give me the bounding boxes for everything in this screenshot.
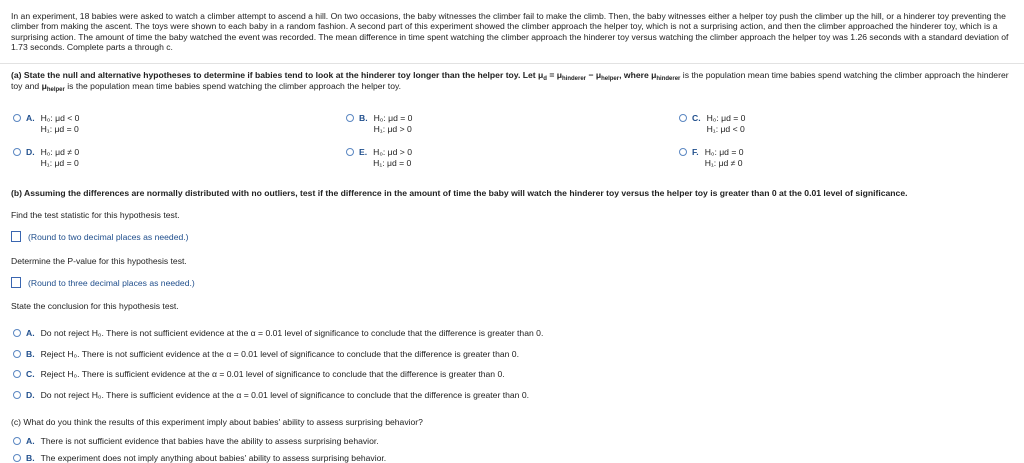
test-statistic-input[interactable] bbox=[11, 231, 21, 242]
radio-button[interactable] bbox=[679, 148, 687, 156]
hypothesis-option-f[interactable]: F. H₀: μd = 0 H₁: μd ≠ 0 bbox=[679, 147, 744, 169]
radio-button[interactable] bbox=[13, 391, 21, 399]
hypothesis-option-d[interactable]: D. H₀: μd ≠ 0 H₁: μd = 0 bbox=[13, 147, 79, 169]
problem-intro: In an experiment, 18 babies were asked to watch a climber attempt to ascend a hill. On two occasions, the baby witnesses the climber fail to make the climb. Then, the baby witnesses either a helper toy push the climber up the hill, or a hinderer toy preventing the climber from making the ascent. The toys were shown to each baby in a random fashion. A second part of this experiment showed the climber approach the helper toy, which is not a surprising action, and then the climber approached the hinderer toy, which is a surprising action. The amount of time the baby watched the event was recorded. The mean difference in time spent watching the climber approach the hinderer toy versus watching the climber approach the helper toy was 1.26 seconds with a standard deviation of 1.73 seconds. Complete parts a through c. bbox=[11, 11, 1009, 52]
part-a-question: (a) State the null and alternative hypotheses to determine if babies tend to look at the hinderer toy longer than the helper toy. Let $\mu_d = \mu_{hinderer} - \mu_{helper}$, where $\mu_{hinderer}$ is the population mean time babies spend watching the climber approach the hinderer toy and $\mu_{helper}$ is the population mean time babies spend watching the climber approach the helper toy. bbox=[11, 70, 1009, 93]
p-value-prompt: Determine the P-value for this hypothesis test. bbox=[11, 256, 187, 266]
radio-button[interactable] bbox=[346, 148, 354, 156]
part-c-option-a[interactable]: A. There is not sufficient evidence that babies have the ability to assess surprising behavior. bbox=[13, 436, 379, 446]
radio-button[interactable] bbox=[13, 350, 21, 358]
conclusion-option-b[interactable]: B. Reject H₀. There is not sufficient evidence at the α = 0.01 level of significance to conclude that the difference is greater than 0. bbox=[13, 349, 519, 359]
test-statistic-hint: (Round to two decimal places as needed.) bbox=[28, 232, 189, 242]
conclusion-prompt: State the conclusion for this hypothesis test. bbox=[11, 301, 179, 311]
p-value-hint: (Round to three decimal places as needed.) bbox=[28, 278, 195, 288]
radio-button[interactable] bbox=[679, 114, 687, 122]
radio-button[interactable] bbox=[13, 114, 21, 122]
radio-button[interactable] bbox=[13, 454, 21, 462]
hypothesis-option-e[interactable]: E. H₀: μd > 0 H₁: μd = 0 bbox=[346, 147, 412, 169]
radio-button[interactable] bbox=[346, 114, 354, 122]
radio-button[interactable] bbox=[13, 329, 21, 337]
hypothesis-option-c[interactable]: C. H₀: μd = 0 H₁: μd < 0 bbox=[679, 113, 745, 135]
hypothesis-option-a[interactable]: A. H₀: μd < 0 H₁: μd = 0 bbox=[13, 113, 79, 135]
section-divider bbox=[0, 63, 1024, 64]
conclusion-option-d[interactable]: D. Do not reject H₀. There is sufficient evidence at the α = 0.01 level of significance to conclude that the difference is greater than 0. bbox=[13, 390, 529, 400]
p-value-input[interactable] bbox=[11, 277, 21, 288]
part-c-question: (c) What do you think the results of this experiment imply about babies' ability to assess surprising behavior? bbox=[11, 417, 423, 427]
test-statistic-prompt: Find the test statistic for this hypothesis test. bbox=[11, 210, 180, 220]
radio-button[interactable] bbox=[13, 148, 21, 156]
radio-button[interactable] bbox=[13, 370, 21, 378]
conclusion-option-c[interactable]: C. Reject H₀. There is sufficient evidence at the α = 0.01 level of significance to conclude that the difference is greater than 0. bbox=[13, 369, 505, 379]
hypothesis-option-b[interactable]: B. H₀: μd = 0 H₁: μd > 0 bbox=[346, 113, 412, 135]
part-b-question: (b) Assuming the differences are normally distributed with no outliers, test if the difference in the amount of time the baby will watch the hinderer toy versus the helper toy is greater than 0 at the 0.01 level of significance. bbox=[11, 188, 908, 198]
conclusion-option-a[interactable]: A. Do not reject H₀. There is not sufficient evidence at the α = 0.01 level of significance to conclude that the difference is greater than 0. bbox=[13, 328, 543, 338]
part-c-option-b[interactable]: B. The experiment does not imply anything about babies' ability to assess surprising behavior. bbox=[13, 453, 386, 463]
radio-button[interactable] bbox=[13, 437, 21, 445]
